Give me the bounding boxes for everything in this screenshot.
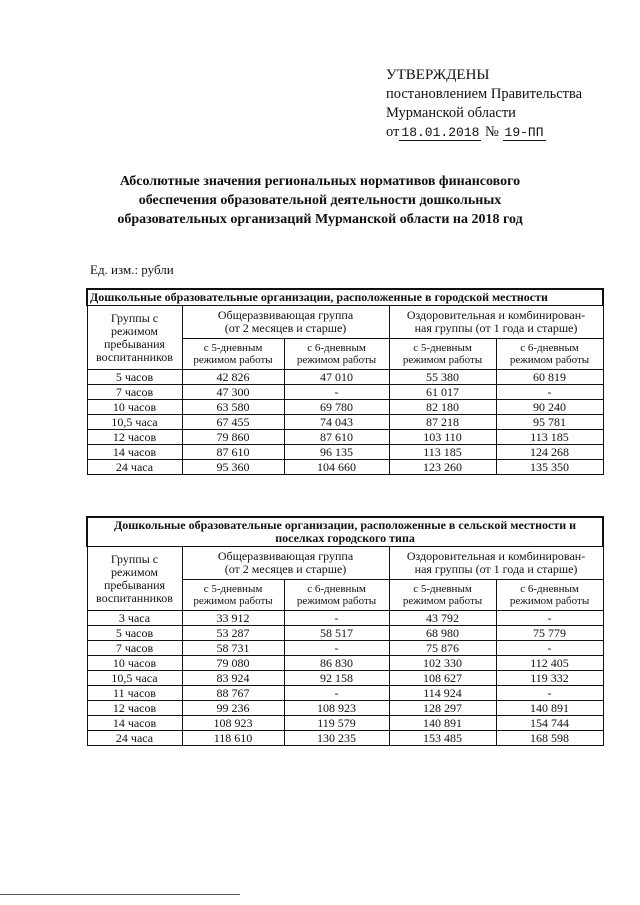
general-6day-cell: 86 830 bbox=[284, 656, 389, 671]
mode-cell: 12 часов bbox=[87, 701, 182, 716]
general-5day-cell: 118 610 bbox=[182, 731, 284, 746]
mode-cell: 10 часов bbox=[87, 400, 182, 415]
date-prefix: от bbox=[386, 124, 400, 140]
health-6day-cell: 168 598 bbox=[496, 731, 603, 746]
general-6day-cell: - bbox=[284, 641, 389, 656]
general-6day-cell: 58 517 bbox=[284, 626, 389, 641]
table-row bbox=[87, 671, 603, 686]
five-day-header: с 5-дневным режимом работы bbox=[182, 580, 284, 611]
number-prefix: № bbox=[485, 124, 499, 140]
health-header-line-1: Оздоровительная и комбинирован- bbox=[406, 549, 586, 563]
health-6day-cell: 124 268 bbox=[496, 445, 603, 460]
table-row bbox=[87, 701, 603, 716]
rural-caption-row bbox=[87, 517, 603, 547]
table-row bbox=[87, 656, 603, 671]
six-day-header: с 6-дневным режимом работы bbox=[284, 339, 389, 370]
general-group-header bbox=[182, 306, 389, 339]
health-5day-cell: 123 260 bbox=[389, 460, 496, 475]
table-row bbox=[87, 716, 603, 731]
approval-number: 19-ПП bbox=[504, 125, 544, 140]
health-6day-cell: 112 405 bbox=[496, 656, 603, 671]
general-5day-cell: 63 580 bbox=[182, 400, 284, 415]
mode-cell: 10,5 часа bbox=[87, 671, 182, 686]
table-row bbox=[87, 626, 603, 641]
groups-header: Группы с режимом пребывания воспитанников bbox=[87, 547, 182, 611]
five-day-header: с 5-дневным режимом работы bbox=[182, 339, 284, 370]
health-5day-cell: 140 891 bbox=[389, 716, 496, 731]
health-5day-cell: 114 924 bbox=[389, 686, 496, 701]
health-5day-cell: 43 792 bbox=[389, 611, 496, 626]
health-6day-cell: 119 332 bbox=[496, 671, 603, 686]
general-header-line-1: Общеразвивающая группа bbox=[217, 549, 354, 563]
approval-heading: УТВЕРЖДЕНЫ bbox=[386, 67, 490, 83]
mode-cell: 14 часов bbox=[87, 716, 182, 731]
approval-line-1: постановлением Правительства bbox=[386, 86, 583, 102]
mode-cell: 10 часов bbox=[87, 656, 182, 671]
general-6day-cell: 47 010 bbox=[284, 370, 389, 385]
table-row bbox=[87, 370, 603, 385]
health-5day-cell: 103 110 bbox=[389, 430, 496, 445]
mode-cell: 5 часов bbox=[87, 370, 182, 385]
health-header-line-2: ная группы (от 1 года и старше) bbox=[414, 321, 578, 335]
health-6day-cell: 75 779 bbox=[496, 626, 603, 641]
mode-cell: 11 часов bbox=[87, 686, 182, 701]
general-5day-cell: 83 924 bbox=[182, 671, 284, 686]
health-6day-cell: 113 185 bbox=[496, 430, 603, 445]
general-5day-cell: 47 300 bbox=[182, 385, 284, 400]
mode-cell: 14 часов bbox=[87, 445, 182, 460]
table-row bbox=[87, 385, 603, 400]
health-5day-cell: 128 297 bbox=[389, 701, 496, 716]
health-5day-cell: 87 218 bbox=[389, 415, 496, 430]
urban-table bbox=[86, 288, 604, 475]
health-6day-cell: 90 240 bbox=[496, 400, 603, 415]
general-6day-cell: - bbox=[284, 611, 389, 626]
table-row bbox=[87, 731, 603, 746]
table-row bbox=[87, 415, 603, 430]
urban-tbody bbox=[87, 289, 603, 475]
general-header-line-2: (от 2 месяцев и старше) bbox=[224, 562, 347, 576]
health-5day-cell: 82 180 bbox=[389, 400, 496, 415]
health-5day-cell: 108 627 bbox=[389, 671, 496, 686]
health-6day-cell: - bbox=[496, 611, 603, 626]
general-header-line-1: Общеразвивающая группа bbox=[217, 308, 354, 322]
health-group-header bbox=[389, 547, 603, 580]
rural-caption: Дошкольные образовательные организации, расположенные в сельской местности и поселках городского типа bbox=[87, 517, 603, 547]
six-day-header: с 6-дневным режимом работы bbox=[496, 339, 603, 370]
health-6day-cell: - bbox=[496, 385, 603, 400]
general-6day-cell: 92 158 bbox=[284, 671, 389, 686]
general-group-header bbox=[182, 547, 389, 580]
six-day-header: с 6-дневным режимом работы bbox=[284, 580, 389, 611]
general-6day-cell: 108 923 bbox=[284, 701, 389, 716]
mode-cell: 3 часа bbox=[87, 611, 182, 626]
unit-label: Ед. изм.: рубли bbox=[90, 262, 174, 277]
table-row bbox=[87, 430, 603, 445]
mode-cell: 10,5 часа bbox=[87, 415, 182, 430]
mode-cell: 24 часа bbox=[87, 460, 182, 475]
five-day-header: с 5-дневным режимом работы bbox=[389, 339, 496, 370]
health-6day-cell: - bbox=[496, 641, 603, 656]
table-row bbox=[87, 460, 603, 475]
general-5day-cell: 42 826 bbox=[182, 370, 284, 385]
health-6day-cell: - bbox=[496, 686, 603, 701]
general-5day-cell: 53 287 bbox=[182, 626, 284, 641]
health-5day-cell: 113 185 bbox=[389, 445, 496, 460]
health-5day-cell: 102 330 bbox=[389, 656, 496, 671]
urban-caption: Дошкольные образовательные организации, расположенные в городской местности bbox=[87, 289, 603, 306]
mode-cell: 5 часов bbox=[87, 626, 182, 641]
general-5day-cell: 33 912 bbox=[182, 611, 284, 626]
general-5day-cell: 79 860 bbox=[182, 430, 284, 445]
general-5day-cell: 88 767 bbox=[182, 686, 284, 701]
health-6day-cell: 135 350 bbox=[496, 460, 603, 475]
document-title bbox=[60, 172, 580, 229]
mode-cell: 12 часов bbox=[87, 430, 182, 445]
six-day-header: с 6-дневным режимом работы bbox=[496, 580, 603, 611]
health-6day-cell: 60 819 bbox=[496, 370, 603, 385]
health-5day-cell: 55 380 bbox=[389, 370, 496, 385]
general-6day-cell: 87 610 bbox=[284, 430, 389, 445]
table-row bbox=[87, 686, 603, 701]
general-5day-cell: 58 731 bbox=[182, 641, 284, 656]
health-header-line-2: ная группы (от 1 года и старше) bbox=[414, 562, 578, 576]
general-5day-cell: 108 923 bbox=[182, 716, 284, 731]
table-row bbox=[87, 445, 603, 460]
mode-cell: 24 часа bbox=[87, 731, 182, 746]
footer-rule bbox=[0, 894, 240, 895]
general-6day-cell: 104 660 bbox=[284, 460, 389, 475]
five-day-header: с 5-дневным режимом работы bbox=[389, 580, 496, 611]
title-line-1: Абсолютные значения региональных нормативов финансового bbox=[119, 174, 521, 189]
rural-tbody bbox=[87, 517, 603, 746]
general-6day-cell: 96 135 bbox=[284, 445, 389, 460]
general-6day-cell: - bbox=[284, 686, 389, 701]
approval-line-2: Мурманской области bbox=[386, 105, 516, 121]
general-6day-cell: 130 235 bbox=[284, 731, 389, 746]
general-header-line-2: (от 2 месяцев и старше) bbox=[224, 321, 347, 335]
general-5day-cell: 95 360 bbox=[182, 460, 284, 475]
table-row bbox=[87, 641, 603, 656]
urban-header-row-1 bbox=[87, 306, 603, 339]
general-5day-cell: 87 610 bbox=[182, 445, 284, 460]
general-6day-cell: 74 043 bbox=[284, 415, 389, 430]
general-5day-cell: 79 080 bbox=[182, 656, 284, 671]
health-5day-cell: 68 980 bbox=[389, 626, 496, 641]
mode-cell: 7 часов bbox=[87, 641, 182, 656]
mode-cell: 7 часов bbox=[87, 385, 182, 400]
health-6day-cell: 154 744 bbox=[496, 716, 603, 731]
health-5day-cell: 153 485 bbox=[389, 731, 496, 746]
rural-header-row-1 bbox=[87, 547, 603, 580]
health-header-line-1: Оздоровительная и комбинирован- bbox=[406, 308, 586, 322]
health-5day-cell: 75 876 bbox=[389, 641, 496, 656]
general-5day-cell: 99 236 bbox=[182, 701, 284, 716]
table-row bbox=[87, 611, 603, 626]
groups-header: Группы с режимом пребывания воспитанников bbox=[87, 306, 182, 370]
general-5day-cell: 67 455 bbox=[182, 415, 284, 430]
approval-date-line bbox=[386, 123, 582, 142]
health-6day-cell: 95 781 bbox=[496, 415, 603, 430]
rural-table bbox=[86, 516, 604, 746]
title-line-3: образовательных организаций Мурманской области на 2018 год bbox=[117, 212, 523, 227]
health-group-header bbox=[389, 306, 603, 339]
approval-block bbox=[386, 66, 582, 142]
urban-caption-row bbox=[87, 289, 603, 306]
general-6day-cell: - bbox=[284, 385, 389, 400]
table-row bbox=[87, 400, 603, 415]
title-line-2: обеспечения образовательной деятельности дошкольных bbox=[138, 193, 502, 208]
general-6day-cell: 119 579 bbox=[284, 716, 389, 731]
health-5day-cell: 61 017 bbox=[389, 385, 496, 400]
health-6day-cell: 140 891 bbox=[496, 701, 603, 716]
general-6day-cell: 69 780 bbox=[284, 400, 389, 415]
approval-date: 18.01.2018 bbox=[401, 125, 480, 140]
